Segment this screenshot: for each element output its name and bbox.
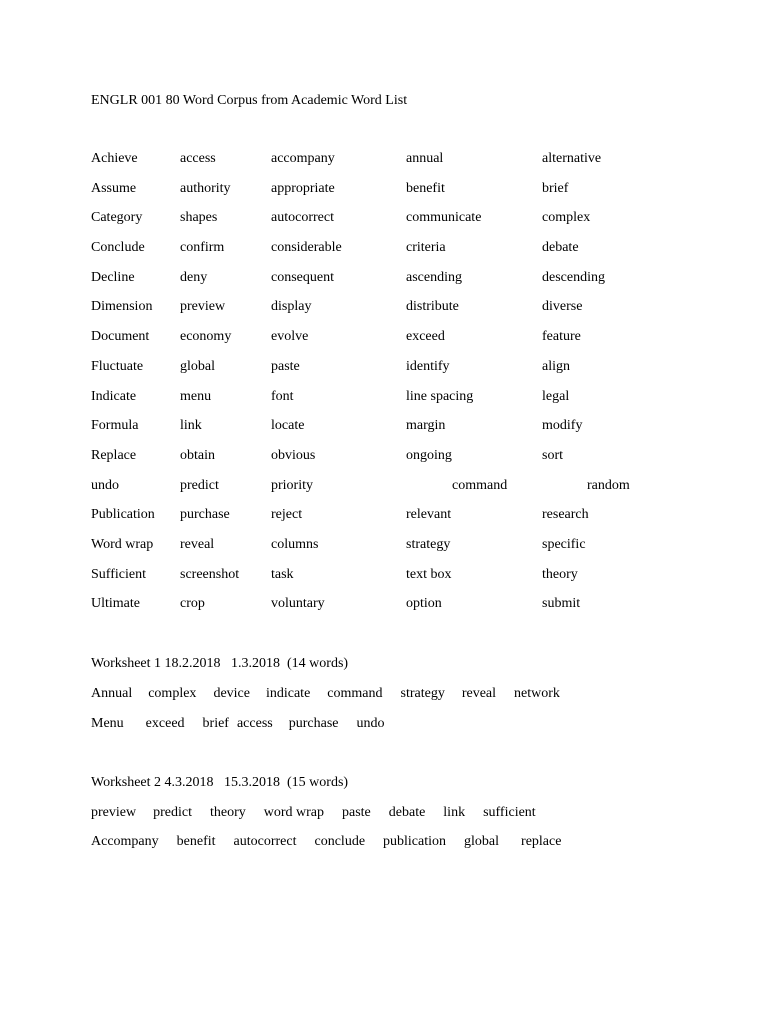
worksheet-word: benefit bbox=[176, 834, 216, 849]
word-cell: Replace bbox=[91, 447, 137, 463]
worksheet-word: Menu bbox=[91, 716, 124, 731]
worksheet-word: publication bbox=[383, 834, 447, 849]
word-cell: legal bbox=[542, 388, 570, 404]
document-title: ENGLR 001 80 Word Corpus from Academic Word List bbox=[91, 93, 408, 108]
worksheet-word: purchase bbox=[288, 716, 339, 731]
word-row bbox=[91, 507, 691, 537]
word-cell: descending bbox=[542, 269, 605, 285]
word-cell: Category bbox=[91, 210, 143, 226]
worksheet1-line2 bbox=[91, 716, 385, 732]
word-row bbox=[91, 270, 691, 300]
word-row bbox=[91, 151, 691, 181]
word-cell: Dimension bbox=[91, 299, 153, 315]
word-cell: line spacing bbox=[406, 388, 474, 404]
word-cell: Formula bbox=[91, 418, 139, 434]
word-cell: Assume bbox=[91, 180, 137, 196]
word-cell: text box bbox=[406, 566, 452, 582]
worksheet-word: theory bbox=[209, 805, 246, 820]
worksheet-word: indicate bbox=[265, 686, 311, 701]
word-cell: obtain bbox=[180, 447, 215, 463]
worksheet1-line1 bbox=[91, 686, 560, 702]
worksheet-word: brief bbox=[202, 716, 229, 731]
word-cell: Conclude bbox=[91, 240, 145, 256]
worksheet-word: conclude bbox=[314, 834, 366, 849]
worksheet-word: replace bbox=[521, 834, 562, 849]
word-cell: predict bbox=[180, 477, 219, 493]
word-cell: Indicate bbox=[91, 388, 137, 404]
word-cell: reject bbox=[271, 507, 303, 523]
word-cell: Publication bbox=[91, 507, 155, 523]
word-row bbox=[91, 181, 691, 211]
word-cell: Fluctuate bbox=[91, 358, 144, 374]
word-row bbox=[91, 299, 691, 329]
word-cell: display bbox=[271, 299, 312, 315]
worksheet2-heading: Worksheet 2 4.3.2018 15.3.2018 (15 words) bbox=[91, 775, 349, 790]
word-cell: Sufficient bbox=[91, 566, 146, 582]
word-cell: ongoing bbox=[406, 447, 452, 463]
word-cell: consequent bbox=[271, 269, 334, 285]
word-cell: authority bbox=[180, 180, 231, 196]
word-cell: benefit bbox=[406, 180, 445, 196]
word-cell: autocorrect bbox=[271, 210, 334, 226]
word-cell: alternative bbox=[542, 151, 602, 166]
worksheet-word: access bbox=[236, 716, 273, 731]
word-cell: exceed bbox=[406, 329, 445, 345]
worksheet2-line1 bbox=[91, 805, 536, 821]
word-row bbox=[91, 567, 691, 597]
word-cell: research bbox=[542, 507, 589, 523]
word-cell: option bbox=[406, 596, 442, 612]
word-cell: voluntary bbox=[271, 596, 325, 612]
word-cell: Word wrap bbox=[91, 536, 154, 552]
word-cell: shapes bbox=[180, 210, 218, 226]
worksheet-word: sufficient bbox=[483, 805, 536, 820]
worksheet-word: Accompany bbox=[91, 834, 159, 849]
word-cell: random bbox=[587, 477, 630, 493]
word-cell: command bbox=[452, 477, 508, 493]
word-cell: evolve bbox=[271, 329, 309, 345]
worksheet-word: strategy bbox=[400, 686, 445, 701]
word-cell: paste bbox=[271, 358, 300, 374]
worksheet-word: word wrap bbox=[263, 805, 324, 820]
word-cell: menu bbox=[180, 388, 212, 404]
word-row bbox=[91, 240, 691, 270]
worksheet-word: network bbox=[514, 686, 560, 701]
word-cell: align bbox=[542, 358, 570, 374]
word-cell: complex bbox=[542, 210, 591, 226]
word-cell: identify bbox=[406, 358, 450, 374]
word-cell: crop bbox=[180, 596, 205, 612]
word-cell: diverse bbox=[542, 299, 583, 315]
worksheet2-line2 bbox=[91, 834, 561, 850]
word-cell: confirm bbox=[180, 240, 225, 256]
worksheet-word: device bbox=[213, 686, 250, 701]
word-row bbox=[91, 359, 691, 389]
word-cell: obvious bbox=[271, 447, 316, 463]
word-cell: feature bbox=[542, 329, 581, 345]
word-row bbox=[91, 210, 691, 240]
word-table bbox=[91, 151, 691, 626]
word-row bbox=[91, 596, 691, 626]
word-cell: link bbox=[180, 418, 202, 434]
word-cell: reveal bbox=[180, 536, 215, 552]
word-cell: Document bbox=[91, 329, 150, 345]
word-cell: modify bbox=[542, 418, 583, 434]
word-cell: deny bbox=[180, 269, 208, 285]
word-cell: Ultimate bbox=[91, 596, 140, 612]
word-row bbox=[91, 448, 691, 478]
word-cell: locate bbox=[271, 418, 305, 434]
word-cell: communicate bbox=[406, 210, 482, 226]
worksheet-word: preview bbox=[91, 805, 137, 820]
word-cell: global bbox=[180, 358, 215, 374]
word-row bbox=[91, 537, 691, 567]
worksheet-word: reveal bbox=[461, 686, 497, 701]
word-cell: margin bbox=[406, 418, 446, 434]
worksheet-word: debate bbox=[388, 805, 426, 820]
word-cell: access bbox=[180, 151, 216, 166]
word-cell: priority bbox=[271, 477, 313, 493]
word-cell: font bbox=[271, 388, 294, 404]
word-row bbox=[91, 389, 691, 419]
worksheet-word: command bbox=[327, 686, 383, 701]
word-cell: strategy bbox=[406, 536, 451, 552]
word-cell: brief bbox=[542, 180, 569, 196]
word-cell: sort bbox=[542, 447, 563, 463]
word-row bbox=[91, 329, 691, 359]
worksheet-word: complex bbox=[148, 686, 197, 701]
word-cell: submit bbox=[542, 596, 581, 612]
word-cell: preview bbox=[180, 299, 226, 315]
word-cell: ascending bbox=[406, 269, 462, 285]
word-cell: undo bbox=[91, 477, 119, 493]
worksheet-word: exceed bbox=[145, 716, 185, 731]
worksheet-word: predict bbox=[153, 805, 192, 820]
word-cell: appropriate bbox=[271, 180, 335, 196]
worksheet-word: undo bbox=[356, 716, 385, 731]
word-cell: distribute bbox=[406, 299, 459, 315]
worksheet-word: global bbox=[464, 834, 500, 849]
word-row bbox=[91, 478, 691, 508]
word-cell: annual bbox=[406, 151, 444, 166]
word-cell: accompany bbox=[271, 151, 335, 166]
worksheet-word: link bbox=[443, 805, 466, 820]
word-cell: screenshot bbox=[180, 566, 240, 582]
worksheet-word: Annual bbox=[91, 686, 133, 701]
worksheet-word: paste bbox=[342, 805, 371, 820]
word-cell: debate bbox=[542, 240, 579, 256]
word-row bbox=[91, 418, 691, 448]
word-cell: theory bbox=[542, 566, 578, 582]
word-cell: columns bbox=[271, 536, 319, 552]
worksheet-word: autocorrect bbox=[233, 834, 297, 849]
word-cell: relevant bbox=[406, 507, 452, 523]
worksheet1-heading: Worksheet 1 18.2.2018 1.3.2018 (14 words) bbox=[91, 656, 349, 671]
word-cell: task bbox=[271, 566, 294, 582]
word-cell: Decline bbox=[91, 269, 135, 285]
word-cell: criteria bbox=[406, 240, 446, 256]
word-cell: economy bbox=[180, 329, 232, 345]
word-cell: Achieve bbox=[91, 151, 138, 166]
word-cell: purchase bbox=[180, 507, 230, 523]
word-cell: considerable bbox=[271, 240, 342, 256]
word-cell: specific bbox=[542, 536, 586, 552]
